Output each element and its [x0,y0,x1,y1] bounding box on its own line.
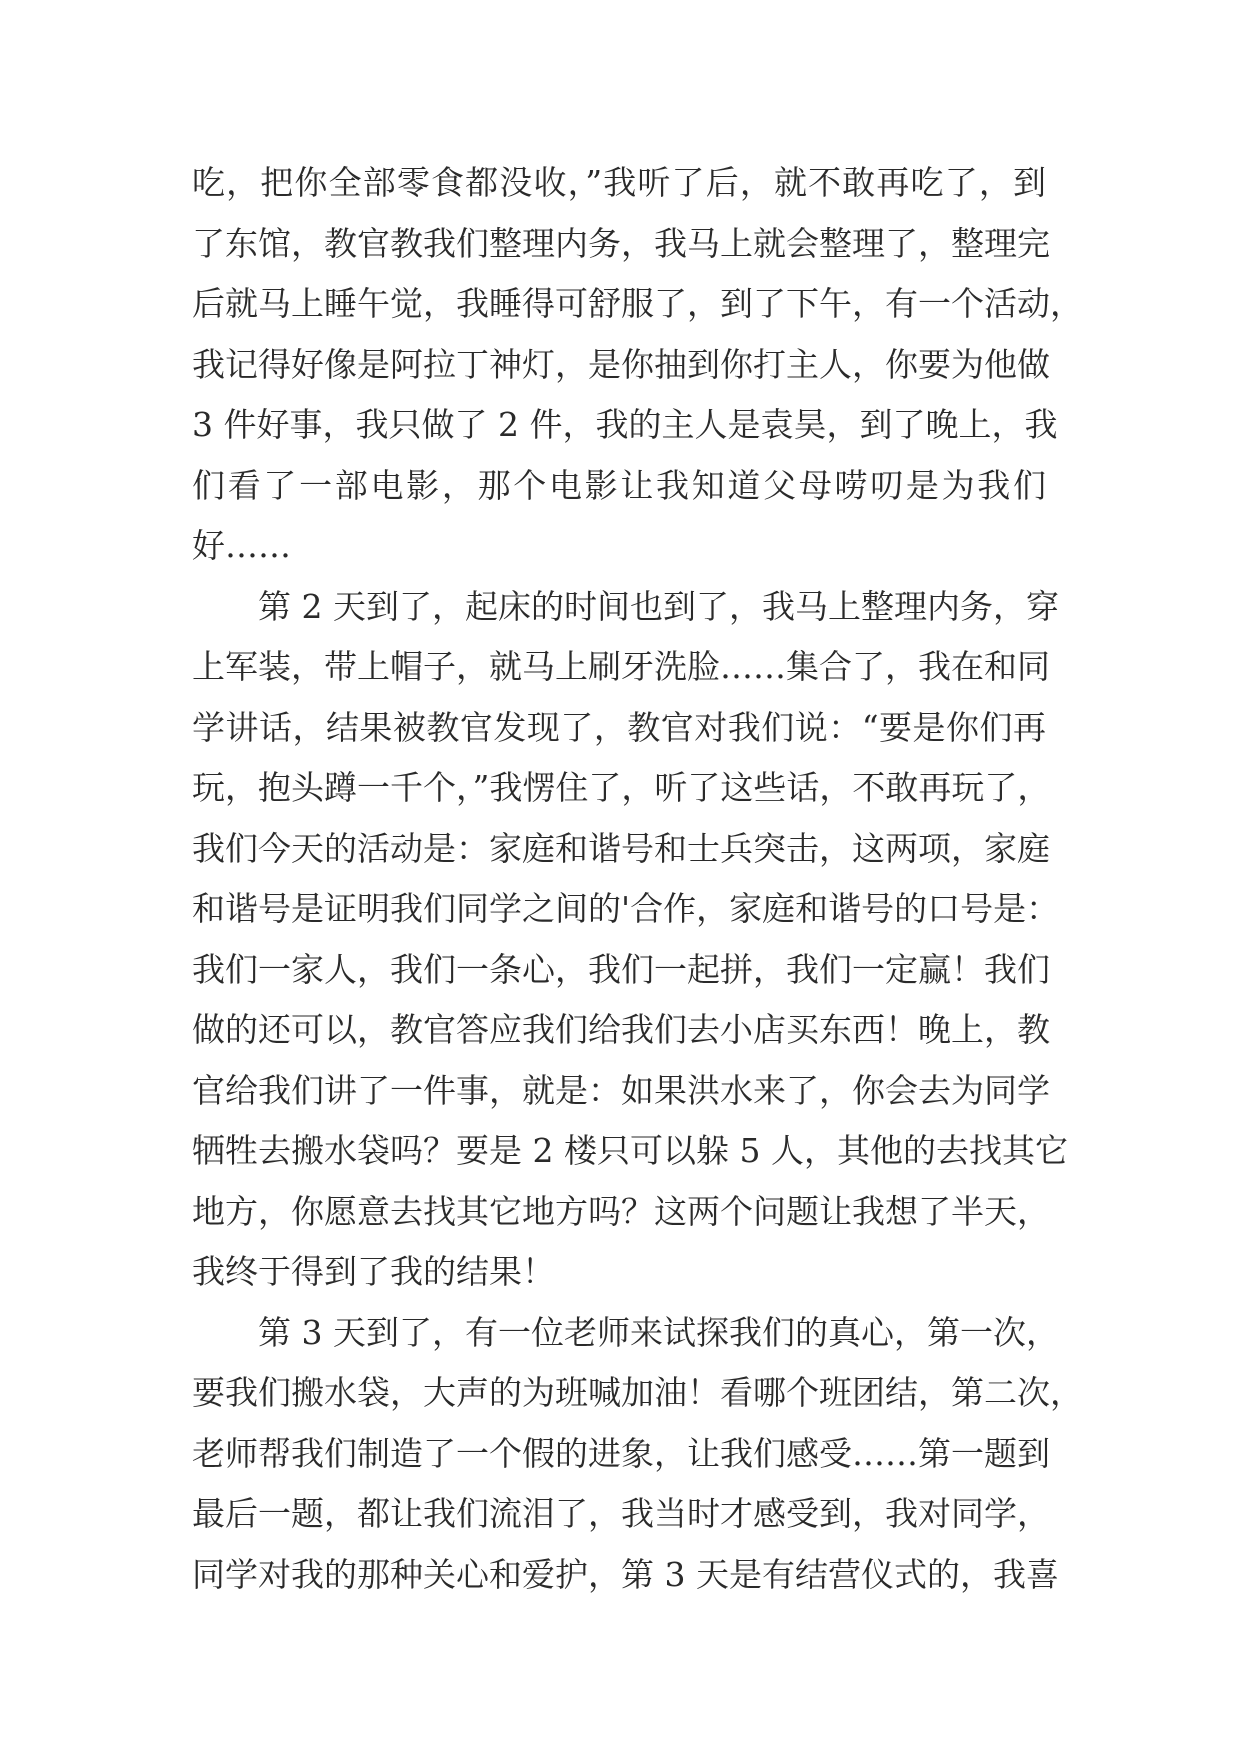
text-line: 我记得好像是阿拉丁神灯，是你抽到你打主人，你要为他做 [192,344,1050,384]
text-line: 3 件好事，我只做了 2 件，我的主人是袁昊，到了晚上，我 [192,405,1058,444]
text-line: 我终于得到了我的结果！ [192,1252,555,1291]
text-line: 了东馆，教官教我们整理内务，我马上就会整理了，整理完 [192,223,1050,263]
paragraph-first-line: 第 2 天到了，起床的时间也到了，我马上整理内务，穿 [258,586,1059,626]
text-line: 要我们搬水袋，大声的为班喊加油！看哪个班团结，第二次， [192,1373,1083,1412]
text-line: 后就马上睡午觉，我睡得可舒服了，到了下午，有一个活动， [192,284,1083,323]
text-line: 好…… [192,526,291,565]
text-line: 老师帮我们制造了一个假的进象，让我们感受……第一题到 [192,1433,1050,1473]
text-line: 官给我们讲了一件事，就是：如果洪水来了，你会去为同学 [192,1070,1050,1110]
text-line: 最后一题，都让我们流泪了，我当时才感受到，我对同学， [192,1494,1050,1533]
text-line: 上军装，带上帽子，就马上刷牙洗脸……集合了，我在和同 [192,647,1050,686]
text-line: 我们一家人，我们一条心，我们一起拼，我们一定赢！我们 [192,949,1050,989]
text-line: 玩，抱头蹲一千个，”我愣住了，听了这些话，不敢再玩了， [192,768,1051,807]
text-line: 们看了一部电影，那个电影让我知道父母唠叨是为我们 [192,465,1046,505]
text-line: 吃，把你全部零食都没收，”我听了后，就不敢再吃了，到 [192,163,1046,202]
text-line: 地方，你愿意去找其它地方吗？这两个问题让我想了半天， [192,1191,1050,1231]
text-line: 学讲话，结果被教官发现了，教官对我们说：“要是你们再 [192,707,1046,747]
body-text [192,153,1083,1605]
paragraph-first-line: 第 3 天到了，有一位老师来试探我们的真心，第一次， [258,1312,1059,1352]
text-line: 和谐号是证明我们同学之间的'合作，家庭和谐号的口号是： [192,889,1060,928]
text-line: 牺牲去搬水袋吗？要是 2 楼只可以躲 5 人，其他的去找其它 [192,1131,1068,1170]
text-line: 我们今天的活动是：家庭和谐号和士兵突击，这两项，家庭 [192,828,1050,868]
text-line: 做的还可以，教官答应我们给我们去小店买东西！晚上，教 [192,1010,1050,1049]
text-line: 同学对我的那种关心和爱护，第 3 天是有结营仪式的，我喜 [192,1554,1059,1594]
